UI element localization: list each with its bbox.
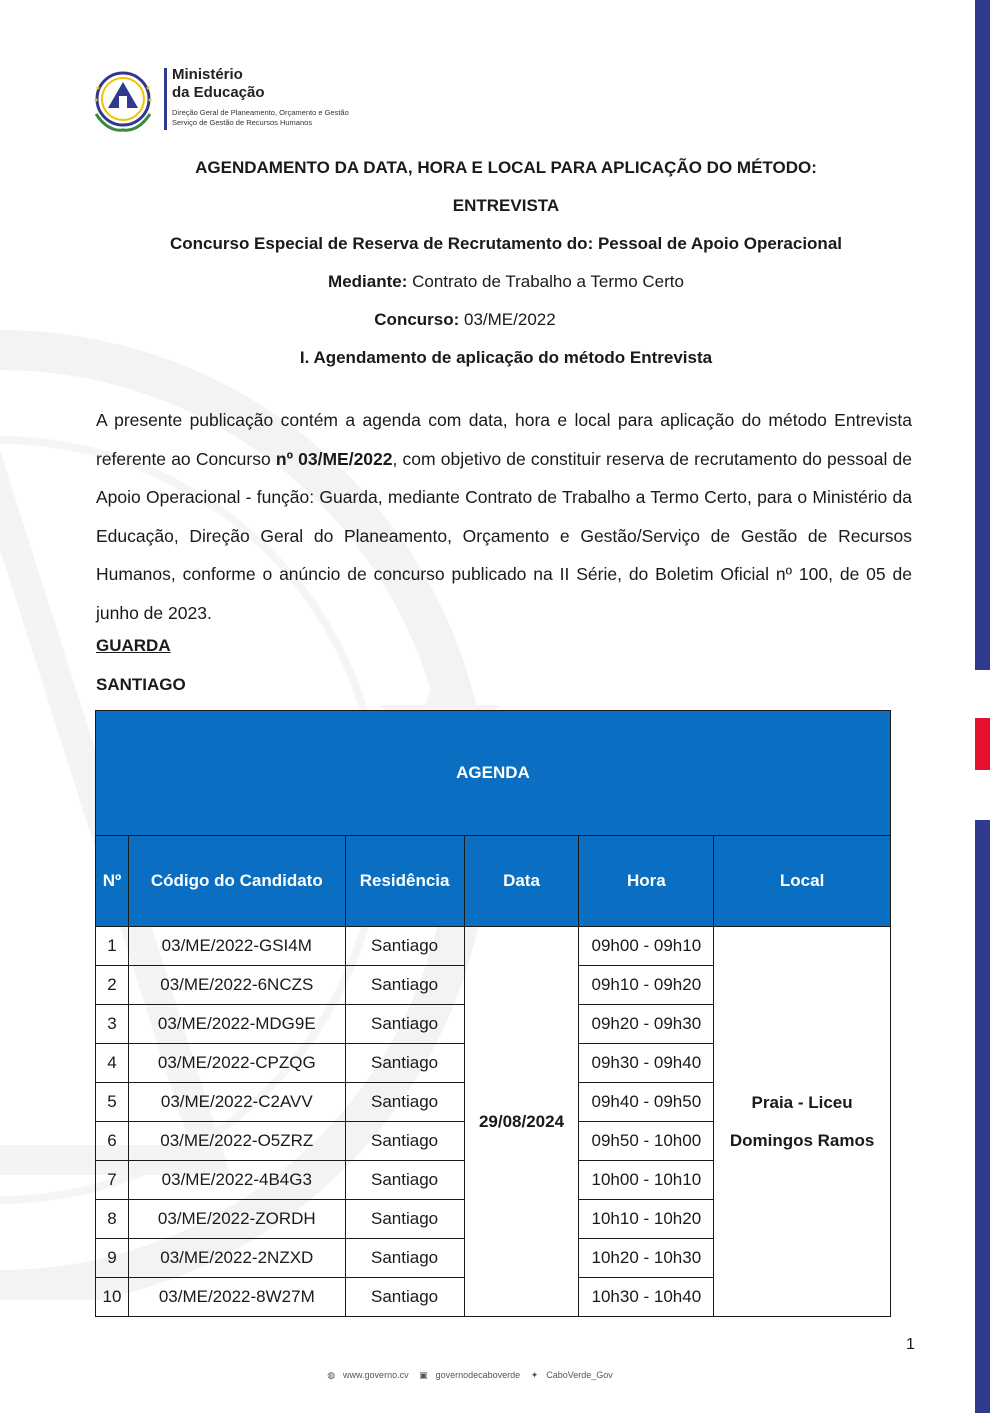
cell-number: 6 (96, 1122, 129, 1161)
cell-candidate-code: 03/ME/2022-MDG9E (128, 1005, 345, 1044)
function-label: GUARDA (96, 636, 171, 655)
cell-residence: Santiago (345, 1239, 464, 1278)
body-part2: , com objetivo de constituir reserva de recrutamento do pessoal de Apoio Operacional - função: Guarda, mediante Contrato de Trabalho a Termo Certo, para o Ministério da Educação, Direção Geral do Planeamento, Orçamento e Gestão/Serviço de Gestão de Recursos Humanos, conforme o anúncio de concurso publicado na II Série, do Boletim Oficial nº 100, de 05 de junho de 2023. (96, 448, 912, 623)
cell-time: 10h10 - 10h20 (579, 1200, 714, 1239)
concurso-description: Concurso Especial de Reserva de Recrutamento do: Pessoal de Apoio Operacional (169, 234, 842, 253)
cell-date: 29/08/2024 (464, 927, 579, 1317)
logo-title-line2: da Educação (172, 84, 265, 101)
section-title: I. Agendamento de aplicação do método Entrevista (299, 348, 713, 367)
cell-local (714, 927, 891, 1317)
col-header-number: Nº (96, 836, 129, 927)
cell-candidate-code: 03/ME/2022-2NZXD (128, 1239, 345, 1278)
document-title: AGENDAMENTO DA DATA, HORA E LOCAL PARA APLICAÇÃO DO MÉTODO: (195, 158, 817, 177)
cell-residence: Santiago (345, 966, 464, 1005)
twitter-icon: ✦ (530, 1370, 539, 1380)
cell-residence: Santiago (345, 1278, 464, 1317)
logo-subtitle (172, 108, 349, 128)
concurso-number-value: 03/ME/2022 (464, 310, 556, 329)
ministry-logo (88, 66, 388, 136)
local-line2: Domingos Ramos (729, 1130, 875, 1150)
body-paragraph (96, 401, 912, 632)
logo-sub-line1: Direção Geral de Planeamento, Orçamento e Gestão (172, 108, 349, 117)
page-number: 1 (906, 1336, 915, 1353)
cell-time: 09h50 - 10h00 (579, 1122, 714, 1161)
cell-candidate-code: 03/ME/2022-6NCZS (128, 966, 345, 1005)
cell-residence: Santiago (345, 1044, 464, 1083)
cell-time: 09h30 - 09h40 (579, 1044, 714, 1083)
cell-candidate-code: 03/ME/2022-C2AVV (128, 1083, 345, 1122)
body-part1: A presente publicação contém a agenda com data, hora e local para aplicação do método Entrevista referente ao Concurso (96, 410, 912, 469)
cell-time: 10h20 - 10h30 (579, 1239, 714, 1278)
cell-time: 09h00 - 09h10 (579, 927, 714, 966)
table-row (96, 927, 891, 966)
cell-residence: Santiago (345, 927, 464, 966)
cell-time: 10h30 - 10h40 (579, 1278, 714, 1317)
mediante-label: Mediante: (328, 272, 408, 291)
cell-candidate-code: 03/ME/2022-4B4G3 (128, 1161, 345, 1200)
cell-residence: Santiago (345, 1083, 464, 1122)
cell-number: 5 (96, 1083, 129, 1122)
cell-residence: Santiago (345, 1161, 464, 1200)
facebook-icon: ▣ (419, 1370, 428, 1380)
agenda-table (95, 710, 891, 1317)
cell-number: 9 (96, 1239, 129, 1278)
mediante-value: Contrato de Trabalho a Termo Certo (412, 272, 684, 291)
side-bar-red (975, 718, 990, 770)
cell-time: 10h00 - 10h10 (579, 1161, 714, 1200)
cell-candidate-code: 03/ME/2022-8W27M (128, 1278, 345, 1317)
footer (0, 1370, 940, 1381)
cell-number: 7 (96, 1161, 129, 1200)
cell-candidate-code: 03/ME/2022-GSI4M (128, 927, 345, 966)
col-header-date: Data (464, 836, 579, 927)
globe-icon: ◍ (327, 1370, 336, 1380)
logo-divider (164, 68, 167, 130)
footer-twitter[interactable]: CaboVerde_Gov (546, 1370, 613, 1380)
col-header-code: Código do Candidato (128, 836, 345, 927)
logo-sub-line2: Serviço de Gestão de Recursos Humanos (172, 118, 313, 127)
cell-residence: Santiago (345, 1005, 464, 1044)
col-header-residence: Residência (345, 836, 464, 927)
concurso-number-label: Concurso: (374, 310, 460, 329)
mediante-line (0, 272, 1000, 292)
body-concurso-number: nº 03/ME/2022 (275, 448, 393, 469)
footer-facebook[interactable]: governodecaboverde (435, 1370, 521, 1380)
cell-number: 10 (96, 1278, 129, 1317)
cell-time: 09h20 - 09h30 (579, 1005, 714, 1044)
agenda-title: AGENDA (96, 711, 891, 836)
cell-number: 3 (96, 1005, 129, 1044)
cell-candidate-code: 03/ME/2022-ZORDH (128, 1200, 345, 1239)
cell-number: 8 (96, 1200, 129, 1239)
cell-candidate-code: 03/ME/2022-O5ZRZ (128, 1122, 345, 1161)
cell-candidate-code: 03/ME/2022-CPZQG (128, 1044, 345, 1083)
cell-time: 09h10 - 09h20 (579, 966, 714, 1005)
col-header-local: Local (714, 836, 891, 927)
side-bar-blue-bottom (975, 820, 990, 1413)
coat-of-arms-icon (88, 66, 158, 136)
island-label: SANTIAGO (96, 675, 186, 694)
cell-time: 09h40 - 09h50 (579, 1083, 714, 1122)
side-bar-blue-top (975, 0, 990, 670)
footer-website[interactable]: www.governo.cv (343, 1370, 409, 1380)
local-line1: Praia - Liceu (751, 1092, 853, 1112)
cell-residence: Santiago (345, 1122, 464, 1161)
concurso-number-line (0, 310, 930, 330)
document-title-method: ENTREVISTA (452, 196, 560, 215)
logo-title-line1: Ministério (172, 66, 243, 83)
cell-number: 1 (96, 927, 129, 966)
table-header-row (96, 836, 891, 927)
cell-residence: Santiago (345, 1200, 464, 1239)
cell-number: 4 (96, 1044, 129, 1083)
col-header-time: Hora (579, 836, 714, 927)
cell-number: 2 (96, 966, 129, 1005)
logo-title (172, 66, 265, 102)
